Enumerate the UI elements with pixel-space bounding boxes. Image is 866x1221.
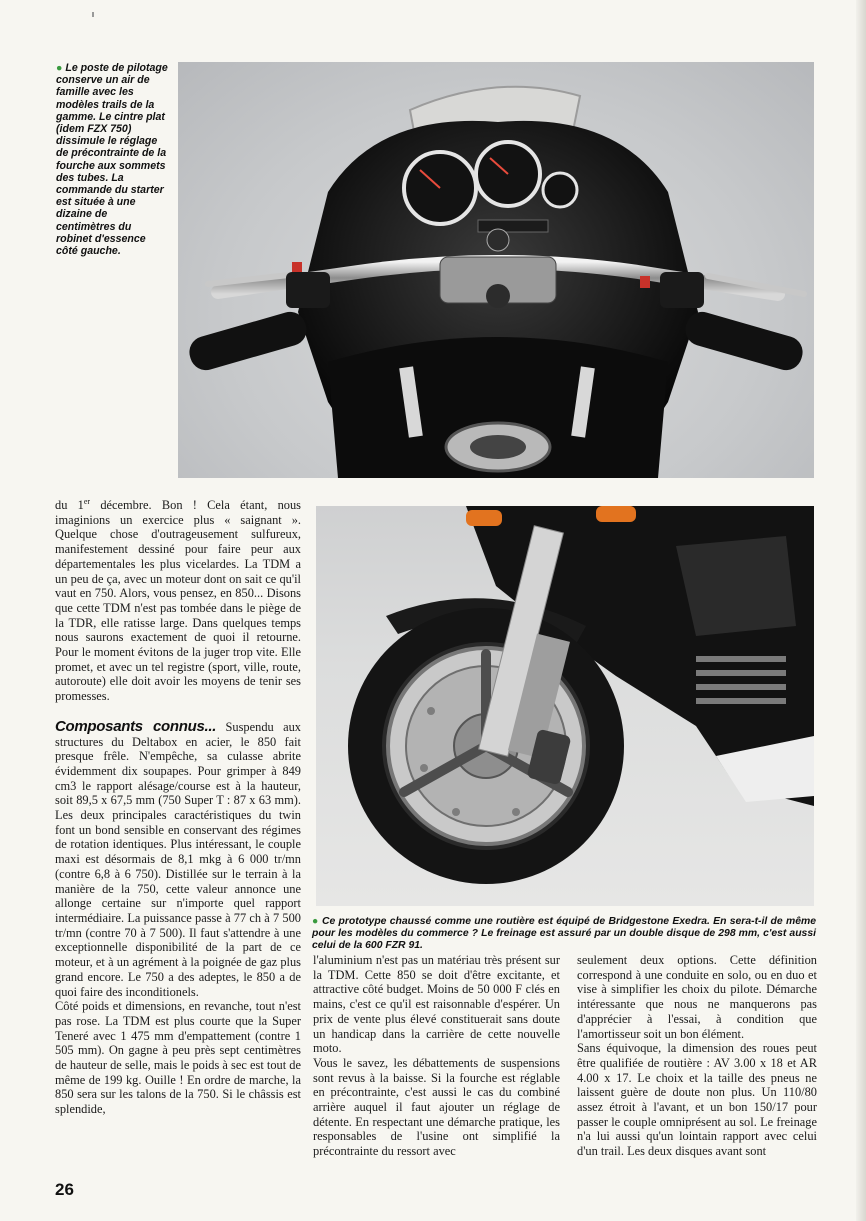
page-number: 26 (55, 1180, 74, 1199)
text-fragment: du 1 (55, 498, 84, 512)
paragraph (55, 498, 301, 704)
wheel-illustration (316, 506, 814, 906)
paragraph: seulement deux options. Cette définition correspond à une conduite en solo, ou en duo et vise à simplifier les choix du pilote. Démarche intéressante que nous ne manquerons pas d'apprécier à l'essai, à condition que l'amortisseur soit un bon élément. (577, 953, 817, 1041)
paragraph: Vous le savez, les débattements de suspensions sont revus à la baisse. Si la fourche est réglable en précontrainte, c'est aussi le cas du combiné arrière auquel il faut ajouter un réglage de détente. En respectant une démarche pratique, les responsables de l'usine ont simplifié la précontrainte du ressort avec (313, 1055, 560, 1159)
bullet-icon: ● (312, 916, 319, 927)
text-fragment: décembre. Bon ! Cela étant, nous imaginions un exercice plus « saignant ». Quelque chose d'outrageusement sulfureux, manifestement dessiné pour faire peur aux départementales les plus vicelardes. La TDM a un peu de ça, avec un moteur dont on sait ce qu'il vaut en 750. Alors, vous pensez, en 850... Disons que cette TDM n'est pas tombée dans le piège de la TDR, elle ratisse large. Dans quelques temps nous saurons exactement de quoi il retourne. Pour le moment évitons de la juger trop vite. Elle promet, et avec un tel registre (sport, ville, route, autoroute) elle doit avoir les moyens de tenir ses promesses. (55, 498, 301, 704)
caption-bottom (312, 916, 816, 951)
bullet-icon: ● (56, 62, 63, 74)
text-fragment: Suspendu aux structures du Deltabox en acier, le 850 fait presque frêle. N'empêche, sa culasse abrite évidemment dix soupapes. Pour grimper à 849 cm3 le rapport alésage/course est à la hauteur, soit 89,5 x 67,5 mm (750 Super T : 87 x 63 mm). Les deux principales caractéristiques du twin font un bond sensible en conservant des régimes de rotation identiques. Plus intéressant, le couple maxi est désormais de 8,1 mkg à 6 000 tr/mn (contre 6,8 à 6 750). Distillée sur le terrain à la manière de la 750, cette valeur annonce une allonge certaine sur n'importe quel rapport intermédiaire. La puissance passe à 77 ch à 7 500 tr/mn (contre 70 à 7 500). Il faut s'attendre à une exceptionnelle disponibilité de la part de ce moteur, et à un agrément à la poignée de gaz plus grand encore. Le 750 a des adeptes, le 850 a de quoi faire des inconditionels. (55, 719, 301, 999)
text-column-3 (577, 953, 817, 1159)
caption-bottom-text: Ce prototype chaussé comme une routière est équipé de Bridgestone Exedra. En sera-t-il de même pour les modèles du commerce ? Le freinage est assuré par un double disque de 298 mm, c'est aussi celui de la 600 FZR 91. (312, 916, 816, 951)
paragraph: Côté poids et dimensions, en revanche, tout n'est pas rose. La TDM est plus courte que la Super Teneré avec 1 475 mm d'empattement (contre 1 505 mm). On gagne à peu près sept centimètres de hauteur de selle, mais le poids à sec est tout de même de 199 kg. Ouille ! En ordre de marche, la 850 sera sur les talons de la 750. Si le châssis est splendide, (55, 999, 301, 1117)
page-edge (856, 0, 866, 1221)
print-mark (92, 12, 94, 17)
superscript: er (83, 496, 91, 506)
text-column-1 (55, 498, 301, 1117)
caption-top (56, 62, 168, 257)
cockpit-photo (178, 62, 814, 478)
paragraph (55, 717, 301, 999)
section-heading: Composants connus... (55, 717, 217, 735)
cockpit-illustration (178, 62, 814, 478)
paragraph: Sans équivoque, la dimension des roues peut être qualifiée de routière : AV 3.00 x 18 et AR 4.00 x 17. Le choix et la taille des pneus ne laissent guère de doute non plus. Un 110/80 assez étroit à l'avant, et un bon 150/17 pour passer le couple omniprésent au sol. Le freinage n'a lui aussi qu'un lointain rapport avec celui d'un trail. Les deux disques avant sont (577, 1041, 817, 1159)
text-column-2 (313, 953, 560, 1159)
caption-top-text: Le poste de pilotage conserve un air de famille avec les modèles trails de la gamme. Le cintre plat (idem FZX 750) dissimule le réglage de précontrainte de la fourche aux sommets des tubes. La commande du starter est située à une dizaine de centimètres du robinet d'essence côté gauche. (56, 62, 168, 258)
paragraph: l'aluminium n'est pas un matériau très présent sur la TDM. Cette 850 se doit d'être excitante, et attractive côté budget. Moins de 50 000 F clés en mains, c'est ce qu'il est raisonnable d'espérer. Un prix de vente plus élevé constituerait sans doute un handicap dans la carrière de cette nouvelle moto. (313, 953, 560, 1056)
front-wheel-photo (316, 506, 814, 906)
